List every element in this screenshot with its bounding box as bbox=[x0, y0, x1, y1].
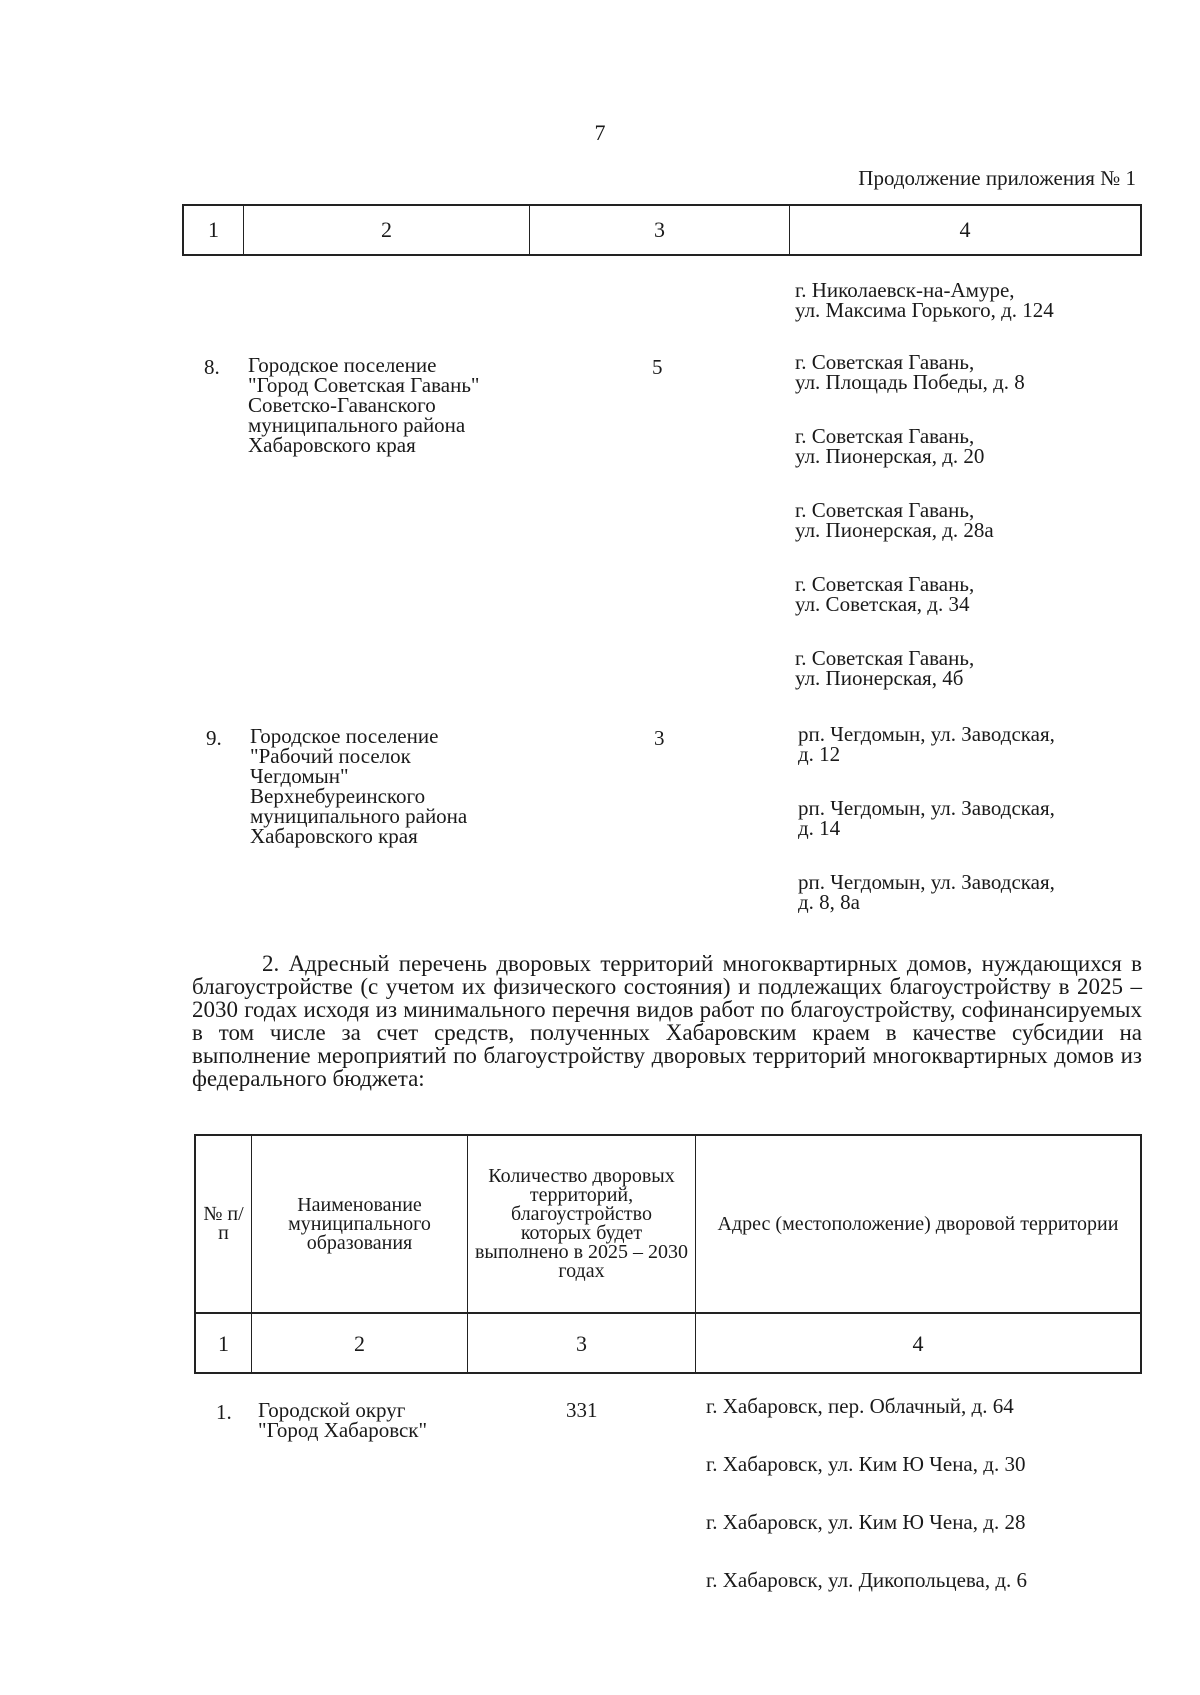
table2-colnum: 1 bbox=[196, 1314, 252, 1372]
section2-text: 2. Адресный перечень дворовых территорий многоквартирных домов, нуждающихся в благоустройстве (с учетом их физического состояния) и подлежащих благоустройству в 2025 – 2030 годах исходя из минимального перечня видов работ по благоустройству, софинансируемых в том числе за счет средств, полученных Хабаровским краем в качестве субсидии на выполнение мероприятий по благоустройству дворовых территорий многоквартирных домов из федерального бюджета: bbox=[192, 951, 1142, 1091]
address-line: ул. Площадь Победы, д. 8 bbox=[795, 370, 1025, 394]
table1-address bbox=[798, 798, 1055, 838]
table2-count: 331 bbox=[566, 1398, 598, 1422]
address-line: г. Советская Гавань, bbox=[795, 424, 975, 448]
municipality-line: Городское поселение bbox=[248, 353, 437, 377]
table2-row-number: 1. bbox=[216, 1400, 232, 1424]
address-line: ул. Пионерская, 4б bbox=[795, 666, 964, 690]
table2 bbox=[194, 1134, 1142, 1374]
address-line: д. 12 bbox=[798, 742, 841, 766]
municipality-line: "Рабочий поселок bbox=[250, 744, 411, 768]
table1-municipality bbox=[248, 355, 479, 455]
municipality-line: Городской округ bbox=[258, 1398, 406, 1422]
table1-row-number: 8. bbox=[204, 355, 220, 379]
address-line: г. Советская Гавань, bbox=[795, 646, 975, 670]
table1-count: 3 bbox=[654, 726, 665, 750]
municipality-line: Городское поселение bbox=[250, 724, 439, 748]
table2-header-row bbox=[196, 1136, 1140, 1314]
table1-header-col4: 4 bbox=[959, 217, 971, 242]
table1-address bbox=[795, 648, 974, 688]
address-line: ул. Максима Горького, д. 124 bbox=[795, 298, 1054, 322]
table1-continued-address bbox=[795, 280, 1054, 320]
address-line: д. 8, 8а bbox=[798, 890, 861, 914]
table1-header-col3: 3 bbox=[530, 206, 790, 254]
address-line: рп. Чегдомын, ул. Заводская, bbox=[798, 796, 1055, 820]
section2-paragraph bbox=[192, 952, 1142, 1090]
table2-colnum: 4 bbox=[912, 1330, 924, 1356]
table1-row-number: 9. bbox=[206, 726, 222, 750]
table2-address: г. Хабаровск, пер. Облачный, д. 64 bbox=[706, 1394, 1014, 1418]
address-line: г. Советская Гавань, bbox=[795, 572, 975, 596]
table1-header-row bbox=[182, 204, 1142, 256]
table2-header-count: Количество дворовых территорий, благоустройство которых будет выполнено в 2025 – 2030 годах bbox=[468, 1136, 696, 1312]
address-line: рп. Чегдомын, ул. Заводская, bbox=[798, 722, 1055, 746]
address-line: г. Советская Гавань, bbox=[795, 350, 975, 374]
table2-colnum: 3 bbox=[468, 1314, 696, 1372]
municipality-line: муниципального района bbox=[248, 413, 466, 437]
table1-header-col1: 1 bbox=[184, 206, 244, 254]
table2-municipality bbox=[258, 1400, 427, 1440]
table2-address: г. Хабаровск, ул. Ким Ю Чена, д. 28 bbox=[706, 1510, 1026, 1534]
address-line: г. Николаевск-на-Амуре, bbox=[795, 278, 1015, 302]
municipality-line: Советско-Гаванского bbox=[248, 393, 436, 417]
page-number: 7 bbox=[594, 120, 606, 145]
address-line: ул. Пионерская, д. 20 bbox=[795, 444, 985, 468]
table1-address bbox=[795, 574, 974, 614]
municipality-line: Хабаровского края bbox=[250, 824, 418, 848]
address-line: д. 14 bbox=[798, 816, 841, 840]
table1-address bbox=[798, 872, 1055, 912]
table1-count: 5 bbox=[652, 355, 663, 379]
municipality-line: Чегдомын" bbox=[250, 764, 349, 788]
table2-header-number: № п/п bbox=[196, 1136, 252, 1312]
table2-address: г. Хабаровск, ул. Дикопольцева, д. 6 bbox=[706, 1568, 1028, 1592]
municipality-line: муниципального района bbox=[250, 804, 468, 828]
table2-column-numbers-row bbox=[196, 1314, 1140, 1372]
address-line: ул. Пионерская, д. 28а bbox=[795, 518, 994, 542]
table1-header-col2: 2 bbox=[244, 206, 530, 254]
address-line: рп. Чегдомын, ул. Заводская, bbox=[798, 870, 1055, 894]
table1-address bbox=[795, 352, 1025, 392]
continuation-label: Продолжение приложения № 1 bbox=[858, 166, 1136, 190]
table2-header-municipality: Наименование муниципального образования bbox=[252, 1136, 468, 1312]
table2-colnum: 2 bbox=[252, 1314, 468, 1372]
municipality-line: "Город Советская Гавань" bbox=[248, 373, 480, 397]
table1-address bbox=[795, 500, 994, 540]
municipality-line: "Город Хабаровск" bbox=[258, 1418, 428, 1442]
municipality-line: Хабаровского края bbox=[248, 433, 416, 457]
table1-address bbox=[798, 724, 1055, 764]
table1-address bbox=[795, 426, 984, 466]
table2-address: г. Хабаровск, ул. Ким Ю Чена, д. 30 bbox=[706, 1452, 1026, 1476]
address-line: ул. Советская, д. 34 bbox=[795, 592, 970, 616]
address-line: г. Советская Гавань, bbox=[795, 498, 975, 522]
table2-header-address: Адрес (местоположение) дворовой территории bbox=[717, 1212, 1119, 1235]
municipality-line: Верхнебуреинского bbox=[250, 784, 426, 808]
table1-municipality bbox=[250, 726, 467, 846]
